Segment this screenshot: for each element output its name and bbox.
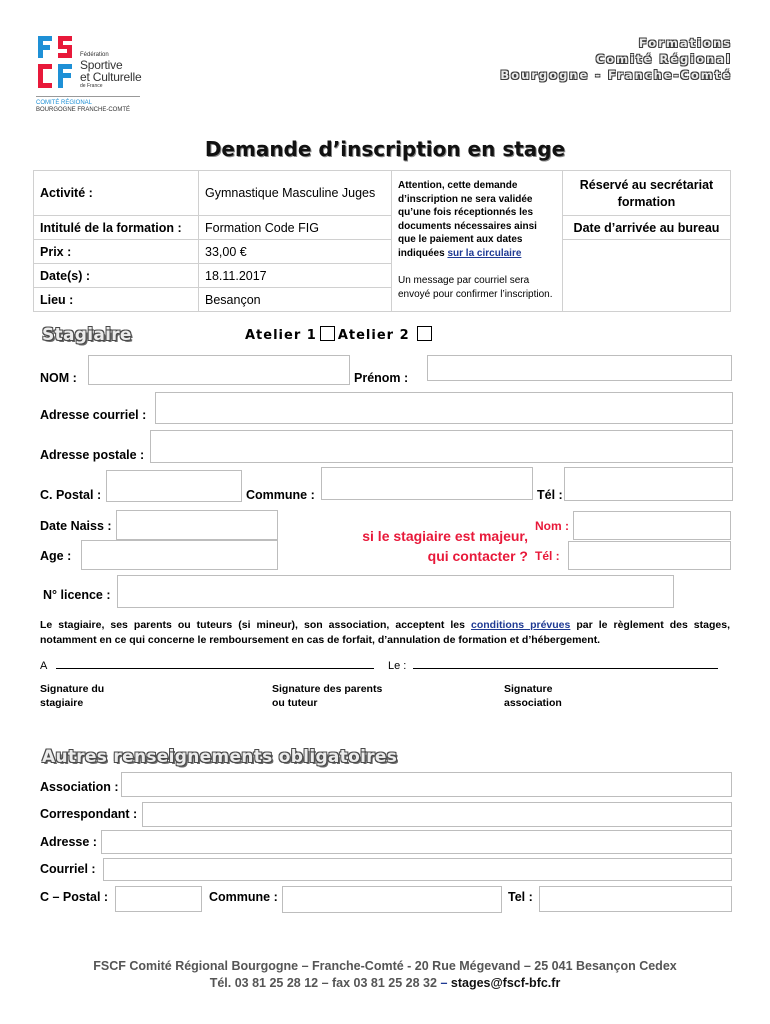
info-label-lieu: Lieu : [34, 288, 199, 312]
commune2-input[interactable] [282, 886, 502, 913]
header-line3: Bourgogne - Franche-Comté [500, 68, 732, 82]
agreement-part1: Le stagiaire, ses parents ou tuteurs (si mineur), son association, acceptent les [40, 619, 465, 631]
majeur-line2: qui contacter ? [427, 548, 528, 564]
nom-input[interactable] [88, 355, 350, 385]
stagiaire-section-title: Stagiaire [42, 325, 132, 345]
logo-sub1: COMITÉ RÉGIONAL [36, 100, 93, 106]
info-value-prix: 33,00 € [199, 240, 392, 264]
atelier1-checkbox[interactable] [320, 326, 335, 341]
logo-line4: de France [80, 83, 103, 89]
sig-association: Signature association [504, 683, 562, 709]
courriel-label: Adresse courriel : [40, 408, 147, 422]
correspondant-label: Correspondant : [40, 807, 138, 821]
reserved-date-label: Date d’arrivée au bureau [563, 216, 731, 240]
agreement-part2: par le règlement des stages, notamment en ce qui concerne le remboursement en cas de forfait, d’annulation de formation et d’hébergement. [40, 619, 730, 646]
footer-email[interactable]: stages@fscf-bfc.fr [450, 976, 561, 990]
atelier1-label: Atelier 1 [245, 328, 317, 343]
age-label: Age : [40, 549, 72, 563]
licence-label: N° licence : [43, 588, 111, 602]
contact-nom-label: Nom : [535, 519, 569, 533]
nom-label: NOM : [40, 371, 77, 385]
logo-line3: et Culturelle [80, 70, 142, 84]
tel2-input[interactable] [539, 886, 732, 912]
logo-line2: Sportive [80, 58, 123, 72]
atelier2-checkbox[interactable] [417, 326, 432, 341]
footer [0, 958, 770, 992]
reserved-title: Réservé au secrétariat formation [563, 171, 731, 216]
agreement-text [40, 618, 730, 648]
cpostal-input[interactable] [106, 470, 242, 502]
correspondant-input[interactable] [142, 802, 732, 827]
autres-section-title: Autres renseignements obligatoires [42, 747, 398, 767]
header-line1: Formations [638, 36, 732, 50]
date-naiss-input[interactable] [116, 510, 278, 540]
le-label: Le : [388, 660, 407, 672]
cpostal2-input[interactable] [115, 886, 202, 912]
contact-tel-input[interactable] [568, 541, 731, 570]
a-line[interactable] [40, 660, 374, 672]
tel-label: Tél : [537, 488, 563, 502]
le-line[interactable] [388, 660, 718, 672]
info-value-activite: Gymnastique Masculine Juges [199, 171, 392, 216]
notice-text: Attention, cette demande d’inscription ne sera validée qu’une fois réceptionnés les documents nécessaires ainsi que le paiement aux dates indiquées [398, 180, 537, 259]
circulaire-link[interactable]: sur la circulaire [447, 247, 522, 259]
tel2-label: Tel : [508, 890, 533, 904]
adresse-postale-input[interactable] [150, 430, 733, 463]
header-block [500, 35, 732, 83]
info-label-dates: Date(s) : [34, 264, 199, 288]
adresse-label: Adresse : [40, 835, 97, 849]
a-label: A [40, 660, 47, 672]
commune-label: Commune : [246, 488, 315, 502]
date-naiss-label: Date Naiss : [40, 519, 112, 533]
prenom-input[interactable] [427, 355, 732, 381]
footer-separator: – [440, 976, 448, 990]
cpostal-label: C. Postal : [40, 488, 102, 502]
fscf-logo-mark [36, 34, 76, 92]
reserved-date-value[interactable] [563, 240, 731, 312]
courriel2-label: Courriel : [40, 862, 96, 876]
logo-line1: Fédération [80, 52, 109, 58]
conditions-link[interactable]: conditions prévues [471, 619, 571, 631]
footer-phone: Tél. 03 81 25 28 12 – fax 03 81 25 28 32 [209, 976, 437, 990]
info-label-activite: Activité : [34, 171, 199, 216]
cpostal2-label: C – Postal : [40, 890, 109, 904]
age-input[interactable] [81, 540, 278, 570]
prenom-label: Prénom : [354, 371, 409, 385]
info-value-dates: 18.11.2017 [199, 264, 392, 288]
info-table [33, 170, 731, 312]
contact-nom-input[interactable] [573, 511, 731, 540]
footer-address: FSCF Comité Régional Bourgogne – Franche-Comté - 20 Rue Mégevand – 25 041 Besançon Cedex [93, 959, 677, 973]
adresse-postale-label: Adresse postale : [40, 448, 145, 462]
sig-parents: Signature des parents ou tuteur [272, 683, 383, 709]
commune2-label: Commune : [209, 890, 278, 904]
page-title: Demande d’inscription en stage [204, 137, 566, 161]
majeur-text [300, 526, 528, 566]
fscf-logo [36, 34, 146, 116]
atelier-options [245, 326, 432, 343]
notice-text-2: Un message par courriel sera envoyé pour confirmer l’inscription. [398, 275, 553, 300]
info-value-lieu: Besançon [199, 288, 392, 312]
info-label-intitule: Intitulé de la formation : [34, 216, 199, 240]
adresse-input[interactable] [101, 830, 732, 854]
association-input[interactable] [121, 772, 732, 797]
courriel-input[interactable] [155, 392, 733, 424]
licence-input[interactable] [117, 575, 674, 608]
footer-contact [0, 975, 770, 992]
association-label: Association : [40, 780, 119, 794]
commune-input[interactable] [321, 467, 533, 500]
tel-input[interactable] [564, 467, 733, 501]
notice-cell [392, 171, 563, 312]
header-line2: Comité Régional [595, 52, 732, 66]
atelier2-label: Atelier 2 [337, 328, 410, 343]
majeur-line1: si le stagiaire est majeur, [362, 528, 528, 544]
info-label-prix: Prix : [34, 240, 199, 264]
logo-sub2: BOURGOGNE FRANCHE-COMTÉ [36, 107, 131, 113]
sig-stagiaire: Signature du stagiaire [40, 683, 105, 709]
info-value-intitule: Formation Code FIG [199, 216, 392, 240]
contact-tel-label: Tél : [535, 549, 560, 563]
courriel2-input[interactable] [103, 858, 732, 881]
